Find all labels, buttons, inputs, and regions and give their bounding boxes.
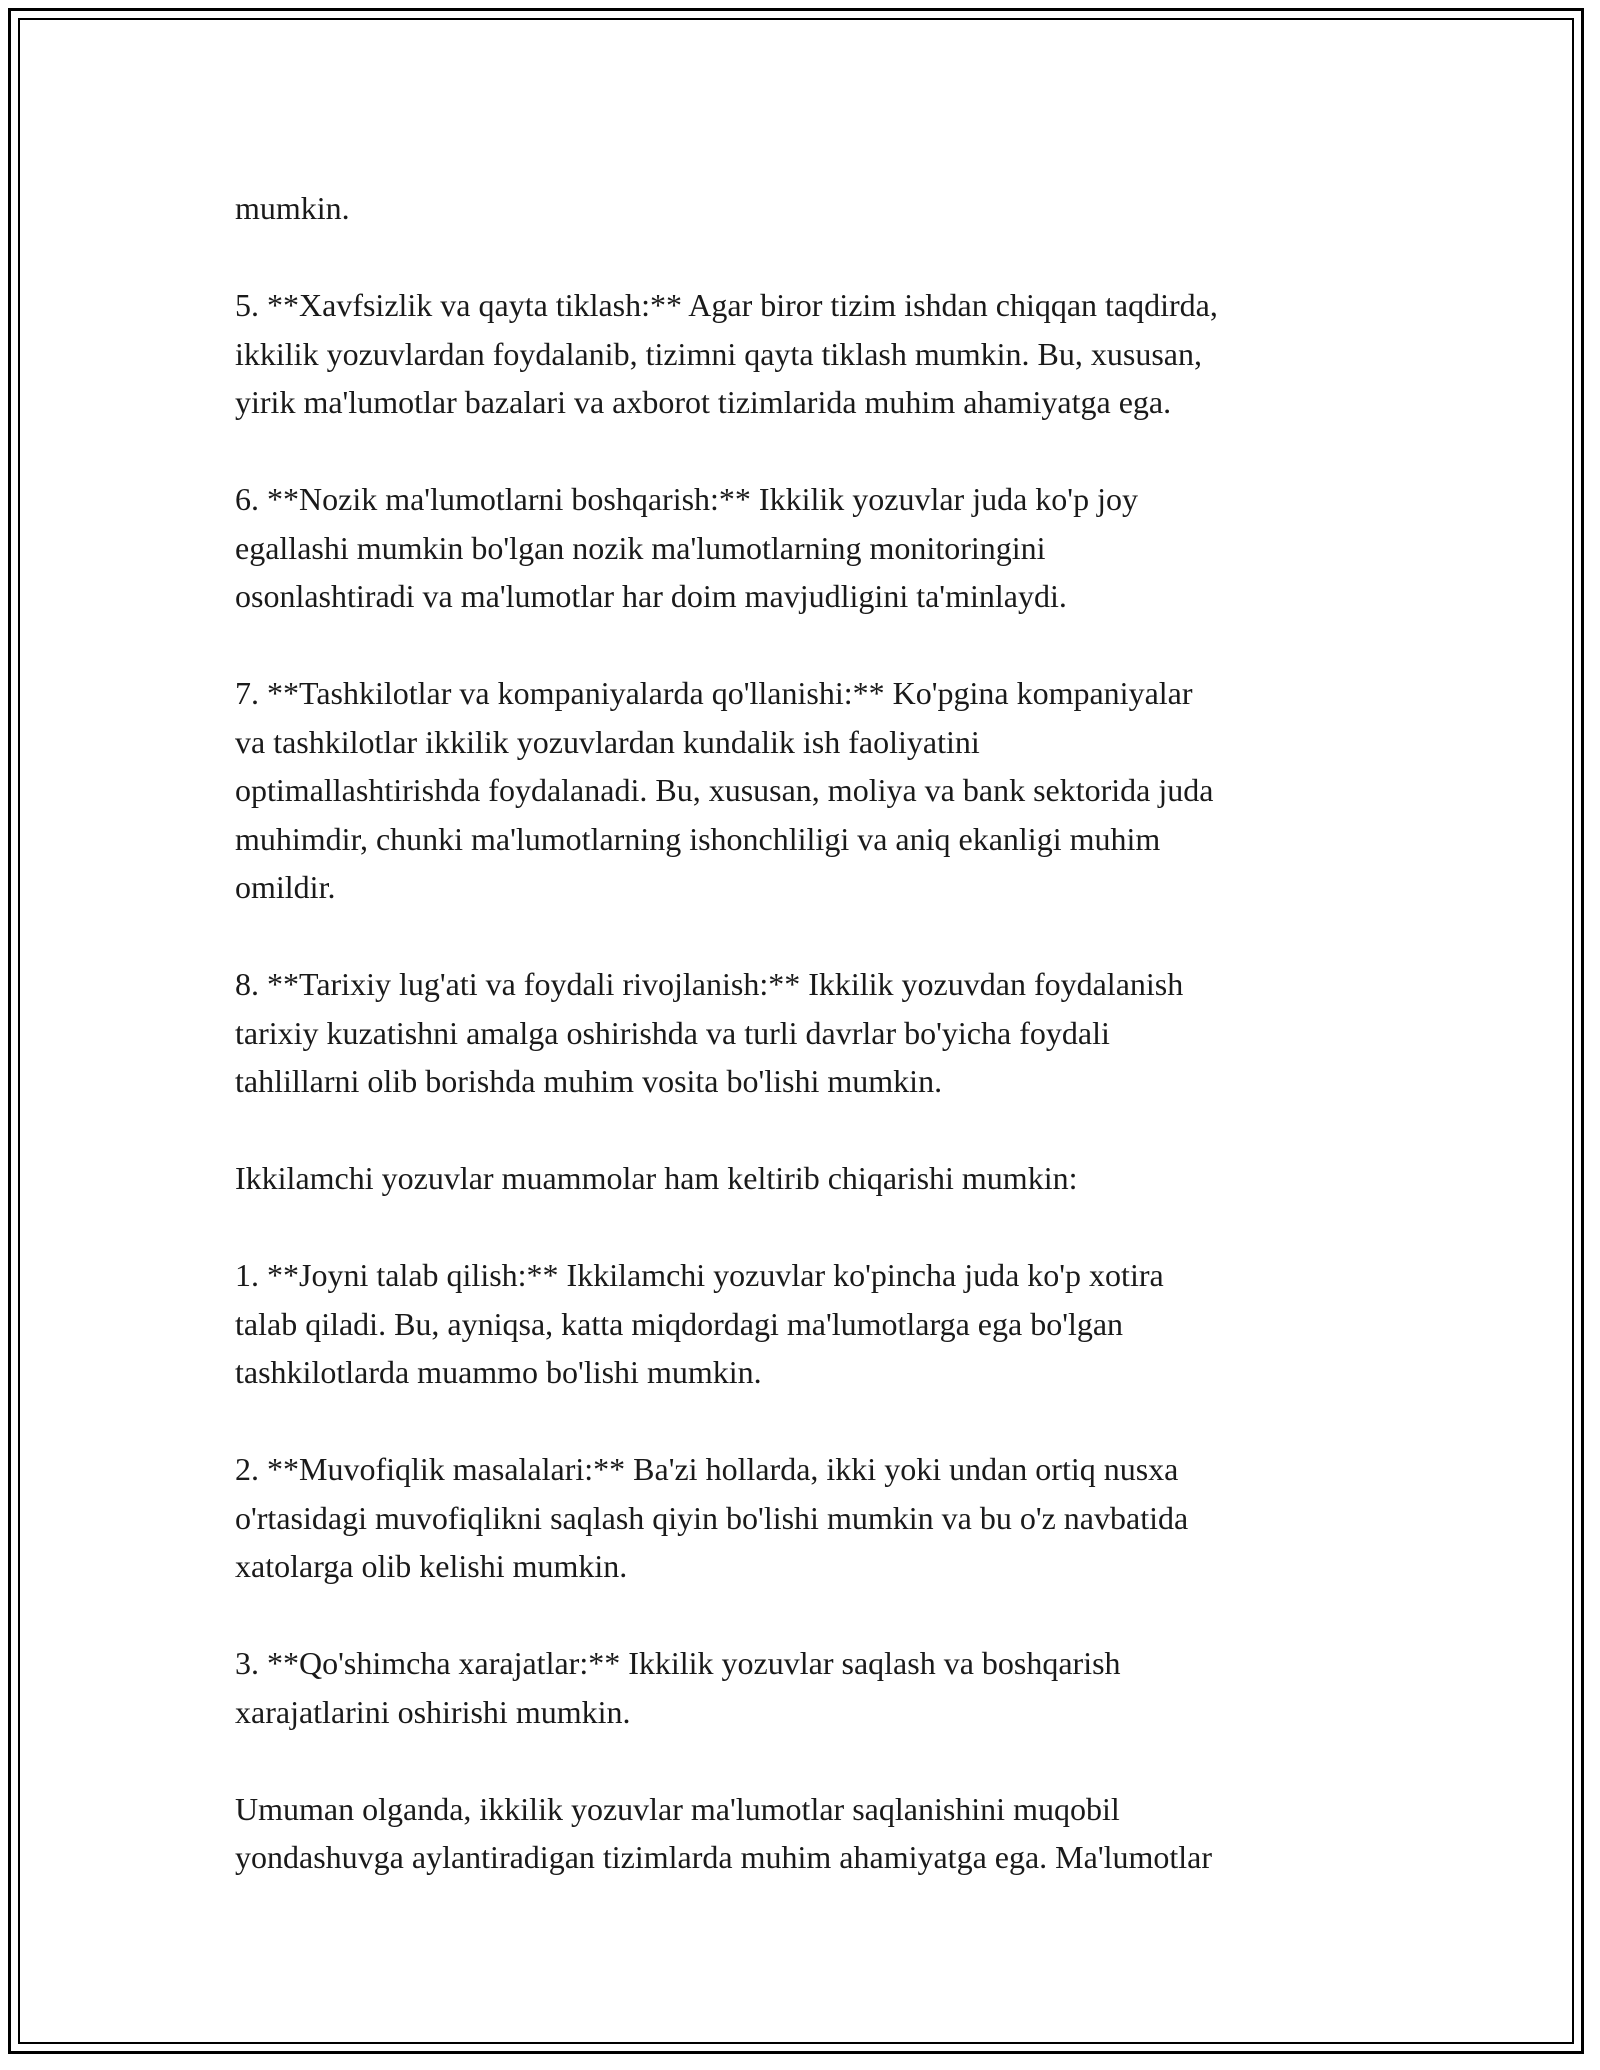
paragraph-item-6-sensitive-data: 6. **Nozik ma'lumotlarni boshqarish:** Ikkilik yozuvlar juda ko'p joy egallashi mumkin bo'lgan nozik ma'lumotlarning monitoringini osonlashtiradi va ma'lumotlar har doim mavjudligini ta'minlaydi.	[235, 481, 1138, 614]
paragraph-continuation: mumkin.	[235, 190, 350, 226]
paragraph-item-5-security-recovery: 5. **Xavfsizlik va qayta tiklash:** Agar biror tizim ishdan chiqqan taqdirda, ikkilik yozuvlardan foydalanib, tizimni qayta tiklash mumkin. Bu, xususan, yirik ma'lumotlar bazalari va axborot tizimlarida muhim ahamiyatga ega.	[235, 287, 1218, 420]
paragraph-problems-intro: Ikkilamchi yozuvlar muammolar ham keltirib chiqarishi mumkin:	[235, 1160, 1078, 1196]
paragraph-problem-2-consistency: 2. **Muvofiqlik masalalari:** Ba'zi hollarda, ikki yoki undan ortiq nusxa o'rtasidagi muvofiqlikni saqlash qiyin bo'lishi mumkin va bu o'z navbatida xatolarga olib kelishi mumkin.	[235, 1451, 1189, 1584]
document-body	[235, 184, 1365, 1882]
paragraph-problem-3-costs: 3. **Qo'shimcha xarajatlar:** Ikkilik yozuvlar saqlash va boshqarish xarajatlarini oshirishi mumkin.	[235, 1645, 1121, 1730]
paragraph-item-7-organizations: 7. **Tashkilotlar va kompaniyalarda qo'llanishi:** Ko'pgina kompaniyalar va tashkilotlar ikkilik yozuvlardan kundalik ish faoliyatini optimallashtirishda foydalanadi. Bu, xususan, moliya va bank sektorida juda muhimdir, chunki ma'lumotlarning ishonchliligi va aniq ekanligi muhim omildir.	[235, 675, 1214, 905]
paragraph-problem-1-space: 1. **Joyni talab qilish:** Ikkilamchi yozuvlar ko'pincha juda ko'p xotira talab qiladi. Bu, ayniqsa, katta miqdordagi ma'lumotlarga ega bo'lgan tashkilotlarda muammo bo'lishi mumkin.	[235, 1257, 1164, 1390]
paragraph-conclusion: Umuman olganda, ikkilik yozuvlar ma'lumotlar saqlanishini muqobil yondashuvga aylantiradigan tizimlarda muhim ahamiyatga ega. Ma'lumotlar	[235, 1790, 1213, 1875]
paragraph-item-8-history: 8. **Tarixiy lug'ati va foydali rivojlanish:** Ikkilik yozuvdan foydalanish tarixiy kuzatishni amalga oshirishda va turli davrlar bo'yicha foydali tahlillarni olib borishda muhim vosita bo'lishi mumkin.	[235, 966, 1184, 1099]
